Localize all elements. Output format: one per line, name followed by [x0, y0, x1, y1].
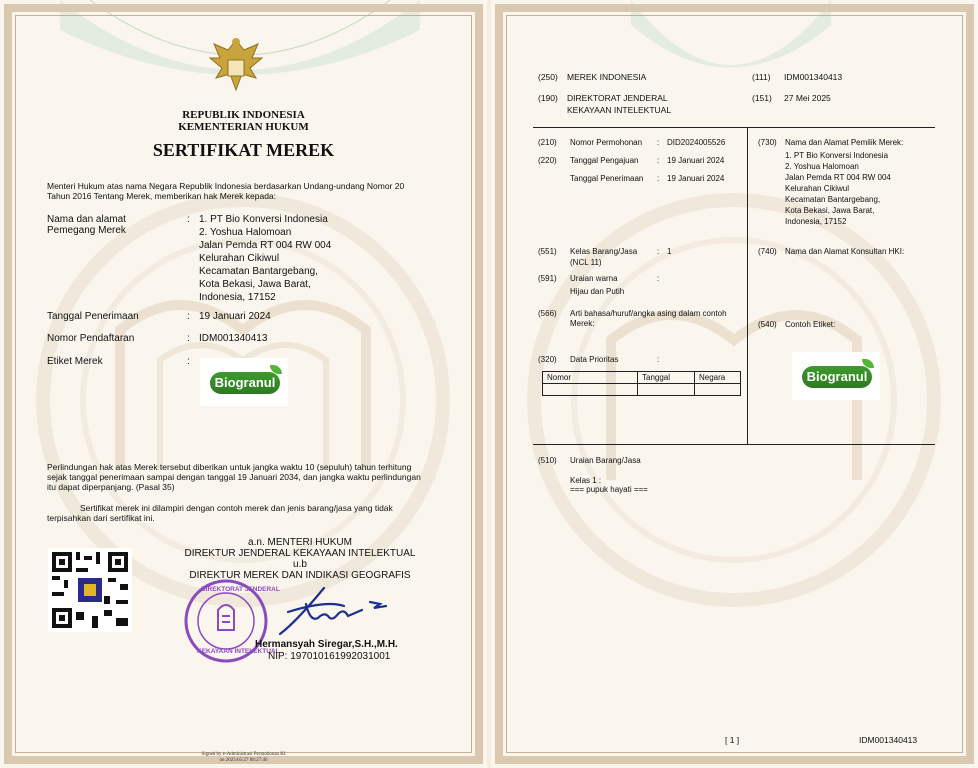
qr-code-icon [48, 548, 132, 632]
brand-logo [200, 358, 288, 406]
page-number: [ 1 ] [725, 735, 740, 745]
holder-label-2: Pemegang Merek [47, 225, 126, 236]
registration-number: IDM001340413 [784, 72, 843, 82]
code-320: (320) [538, 355, 557, 364]
label-591: Uraian warna [570, 274, 618, 283]
label-220: Tanggal Pengajuan [570, 156, 639, 165]
registration-value: IDM001340413 [199, 333, 268, 344]
goods-description: === pupuk hayati === [570, 485, 648, 494]
priority-header-negara: Negara [695, 372, 741, 384]
stamp-text-top: DIREKTORAT JENDERAL [201, 586, 280, 593]
label-ncl: (NCL 11) [570, 258, 602, 267]
owner-line: 1. PT Bio Konversi Indonesia [785, 151, 889, 160]
issuer-line-2: KEKAYAAN INTELEKTUAL [567, 105, 672, 115]
receipt-value: 19 Januari 2024 [199, 311, 271, 322]
code-730: (730) [758, 138, 777, 147]
garuda-emblem-icon [206, 34, 266, 96]
code-551: (551) [538, 247, 557, 256]
label-510: Uraian Barang/Jasa [570, 456, 641, 465]
owner-line: Kecamatan Bantargebang, [785, 195, 881, 204]
holder-line: Kecamatan Bantargebang, [199, 266, 318, 277]
attachment-text-1: Sertifikat merek ini dilampiri dengan contoh merek dan jenis barang/jasa yang tidak [80, 503, 393, 513]
priority-table [542, 371, 741, 396]
signer-name: Hermansyah Siregar,S.H.,M.H. [255, 639, 398, 650]
code-151: (151) [752, 93, 772, 103]
holder-line: 1. PT Bio Konversi Indonesia [199, 214, 328, 225]
label-730: Nama dan Alamat Pemilik Merek: [785, 138, 904, 147]
color-description: Hijau dan Putih [570, 287, 625, 296]
table-cell [543, 384, 638, 396]
holder-line: 2. Yoshua Halomoan [199, 227, 292, 238]
code-566: (566) [538, 309, 557, 318]
label-540: Contoh Etiket: [785, 320, 836, 329]
application-number: DID2024005526 [667, 138, 726, 147]
intro-text-1: Menteri Hukum atas nama Negara Republik Indonesia berdasarkan Undang-undang Nomor 20 [47, 181, 405, 191]
code-210: (210) [538, 138, 557, 147]
receipt-date: 19 Januari 2024 [667, 174, 725, 183]
certificate-page [0, 0, 487, 768]
sign-line-4: DIREKTUR MEREK DAN INDIKASI GEOGRAFIS [189, 570, 411, 581]
class-number: 1 [667, 247, 672, 256]
holder-line: Kota Bekasi, Jawa Barat, [199, 279, 311, 290]
protection-text-2: sejak tanggal penerimaan sampai dengan tanggal 19 Januari 2034, dan jangka waktu perlindungan [47, 472, 421, 482]
owner-line: Jalan Pemda RT 004 RW 004 [785, 173, 891, 182]
colon: : [657, 355, 660, 364]
colon: : [657, 138, 660, 147]
sign-line-2: DIREKTUR JENDERAL KEKAYAAN INTELEKTUAL [184, 548, 416, 559]
brand-logo [792, 352, 880, 400]
colon: : [657, 156, 660, 165]
code-250: (250) [538, 72, 558, 82]
brand-logo-text: Biogranul [210, 372, 280, 394]
table-cell [638, 384, 695, 396]
divider-top [533, 127, 935, 128]
colon: : [657, 274, 660, 283]
registration-colon: : [187, 333, 190, 344]
label-566: Arti bahasa/huruf/angka asing dalam contoh [570, 309, 727, 318]
table-row [543, 384, 741, 396]
holder-line: Indonesia, 17152 [199, 292, 276, 303]
signature-icon [266, 582, 406, 638]
priority-header-nomor: Nomor [543, 372, 638, 384]
label-566-merek: Merek: [570, 319, 595, 328]
code-111: (111) [752, 72, 771, 82]
protection-text-3: itu dapat diperpanjang. (Pasal 35) [47, 482, 175, 492]
etiket-label: Etiket Merek [47, 356, 103, 367]
divider-bottom [533, 444, 935, 445]
footer-registration-id: IDM001340413 [859, 735, 918, 745]
page-title: SERTIFIKAT MEREK [152, 140, 335, 160]
filing-date: 19 Januari 2024 [667, 156, 725, 165]
signer-nip: NIP: 197010161992031001 [268, 651, 391, 662]
label-receipt: Tanggal Penerimaan [570, 174, 644, 183]
sign-line-1: a.n. MENTERI HUKUM [248, 537, 352, 548]
sign-line-3: u.b [293, 559, 307, 570]
owner-line: Indonesia, 17152 [785, 217, 847, 226]
code-510: (510) [538, 456, 557, 465]
registration-label: Nomor Pendaftaran [47, 333, 135, 344]
header-republic: REPUBLIK INDONESIA [182, 109, 305, 121]
receipt-label: Tanggal Penerimaan [47, 311, 139, 322]
colon: : [657, 247, 660, 256]
owner-line: Kelurahan Cikiwul [785, 184, 850, 193]
table-cell [695, 384, 741, 396]
footer-signed-by: Signed by e-Administrasi Permohonan KI [201, 752, 286, 757]
stamp-text-bottom: KEKAYAAN INTELEKTUAL [197, 648, 280, 655]
owner-line: Kota Bekasi, Jawa Barat, [785, 206, 875, 215]
label-320: Data Prioritas [570, 355, 619, 364]
intro-text-2: Tahun 2016 Tentang Merek, memberikan hak Merek kepada: [47, 191, 277, 201]
header-ministry: KEMENTERIAN HUKUM [178, 121, 309, 133]
priority-header-tanggal: Tanggal [638, 372, 695, 384]
owner-line: 2. Yoshua Halomoan [785, 162, 859, 171]
attachment-text-2: terpisahkan dari sertifikat ini. [47, 513, 155, 523]
footer-signed-on: on 2025/05/27 08:27:46 [219, 758, 268, 763]
etiket-colon: : [187, 356, 190, 367]
label-210: Nomor Permohonan [570, 138, 643, 147]
receipt-colon: : [187, 311, 190, 322]
code-220: (220) [538, 156, 557, 165]
code-591: (591) [538, 274, 557, 283]
issuer-line-1: DIREKTORAT JENDERAL [567, 93, 668, 103]
certificate-annex-page [491, 0, 978, 768]
brand-logo-text: Biogranul [802, 366, 872, 388]
table-row [543, 372, 741, 384]
label-740: Nama dan Alamat Konsultan HKI: [785, 247, 905, 256]
code-190: (190) [538, 93, 558, 103]
code-540: (540) [758, 320, 777, 329]
divider-vertical [747, 127, 748, 444]
registration-date: 27 Mei 2025 [784, 93, 831, 103]
colon: : [657, 174, 660, 183]
protection-text-1: Perlindungan hak atas Merek tersebut diberikan untuk jangka waktu 10 (sepuluh) tahun terhitung [47, 462, 412, 472]
label-551: Kelas Barang/Jasa [570, 247, 638, 256]
code-740: (740) [758, 247, 777, 256]
goods-class: Kelas 1 : [570, 476, 602, 485]
holder-line: Kelurahan Cikiwul [199, 253, 280, 264]
holder-label-1: Nama dan alamat [47, 214, 126, 225]
holder-colon: : [187, 214, 190, 225]
holder-line: Jalan Pemda RT 004 RW 004 [199, 240, 332, 251]
trademark-type: MEREK INDONESIA [567, 72, 647, 82]
